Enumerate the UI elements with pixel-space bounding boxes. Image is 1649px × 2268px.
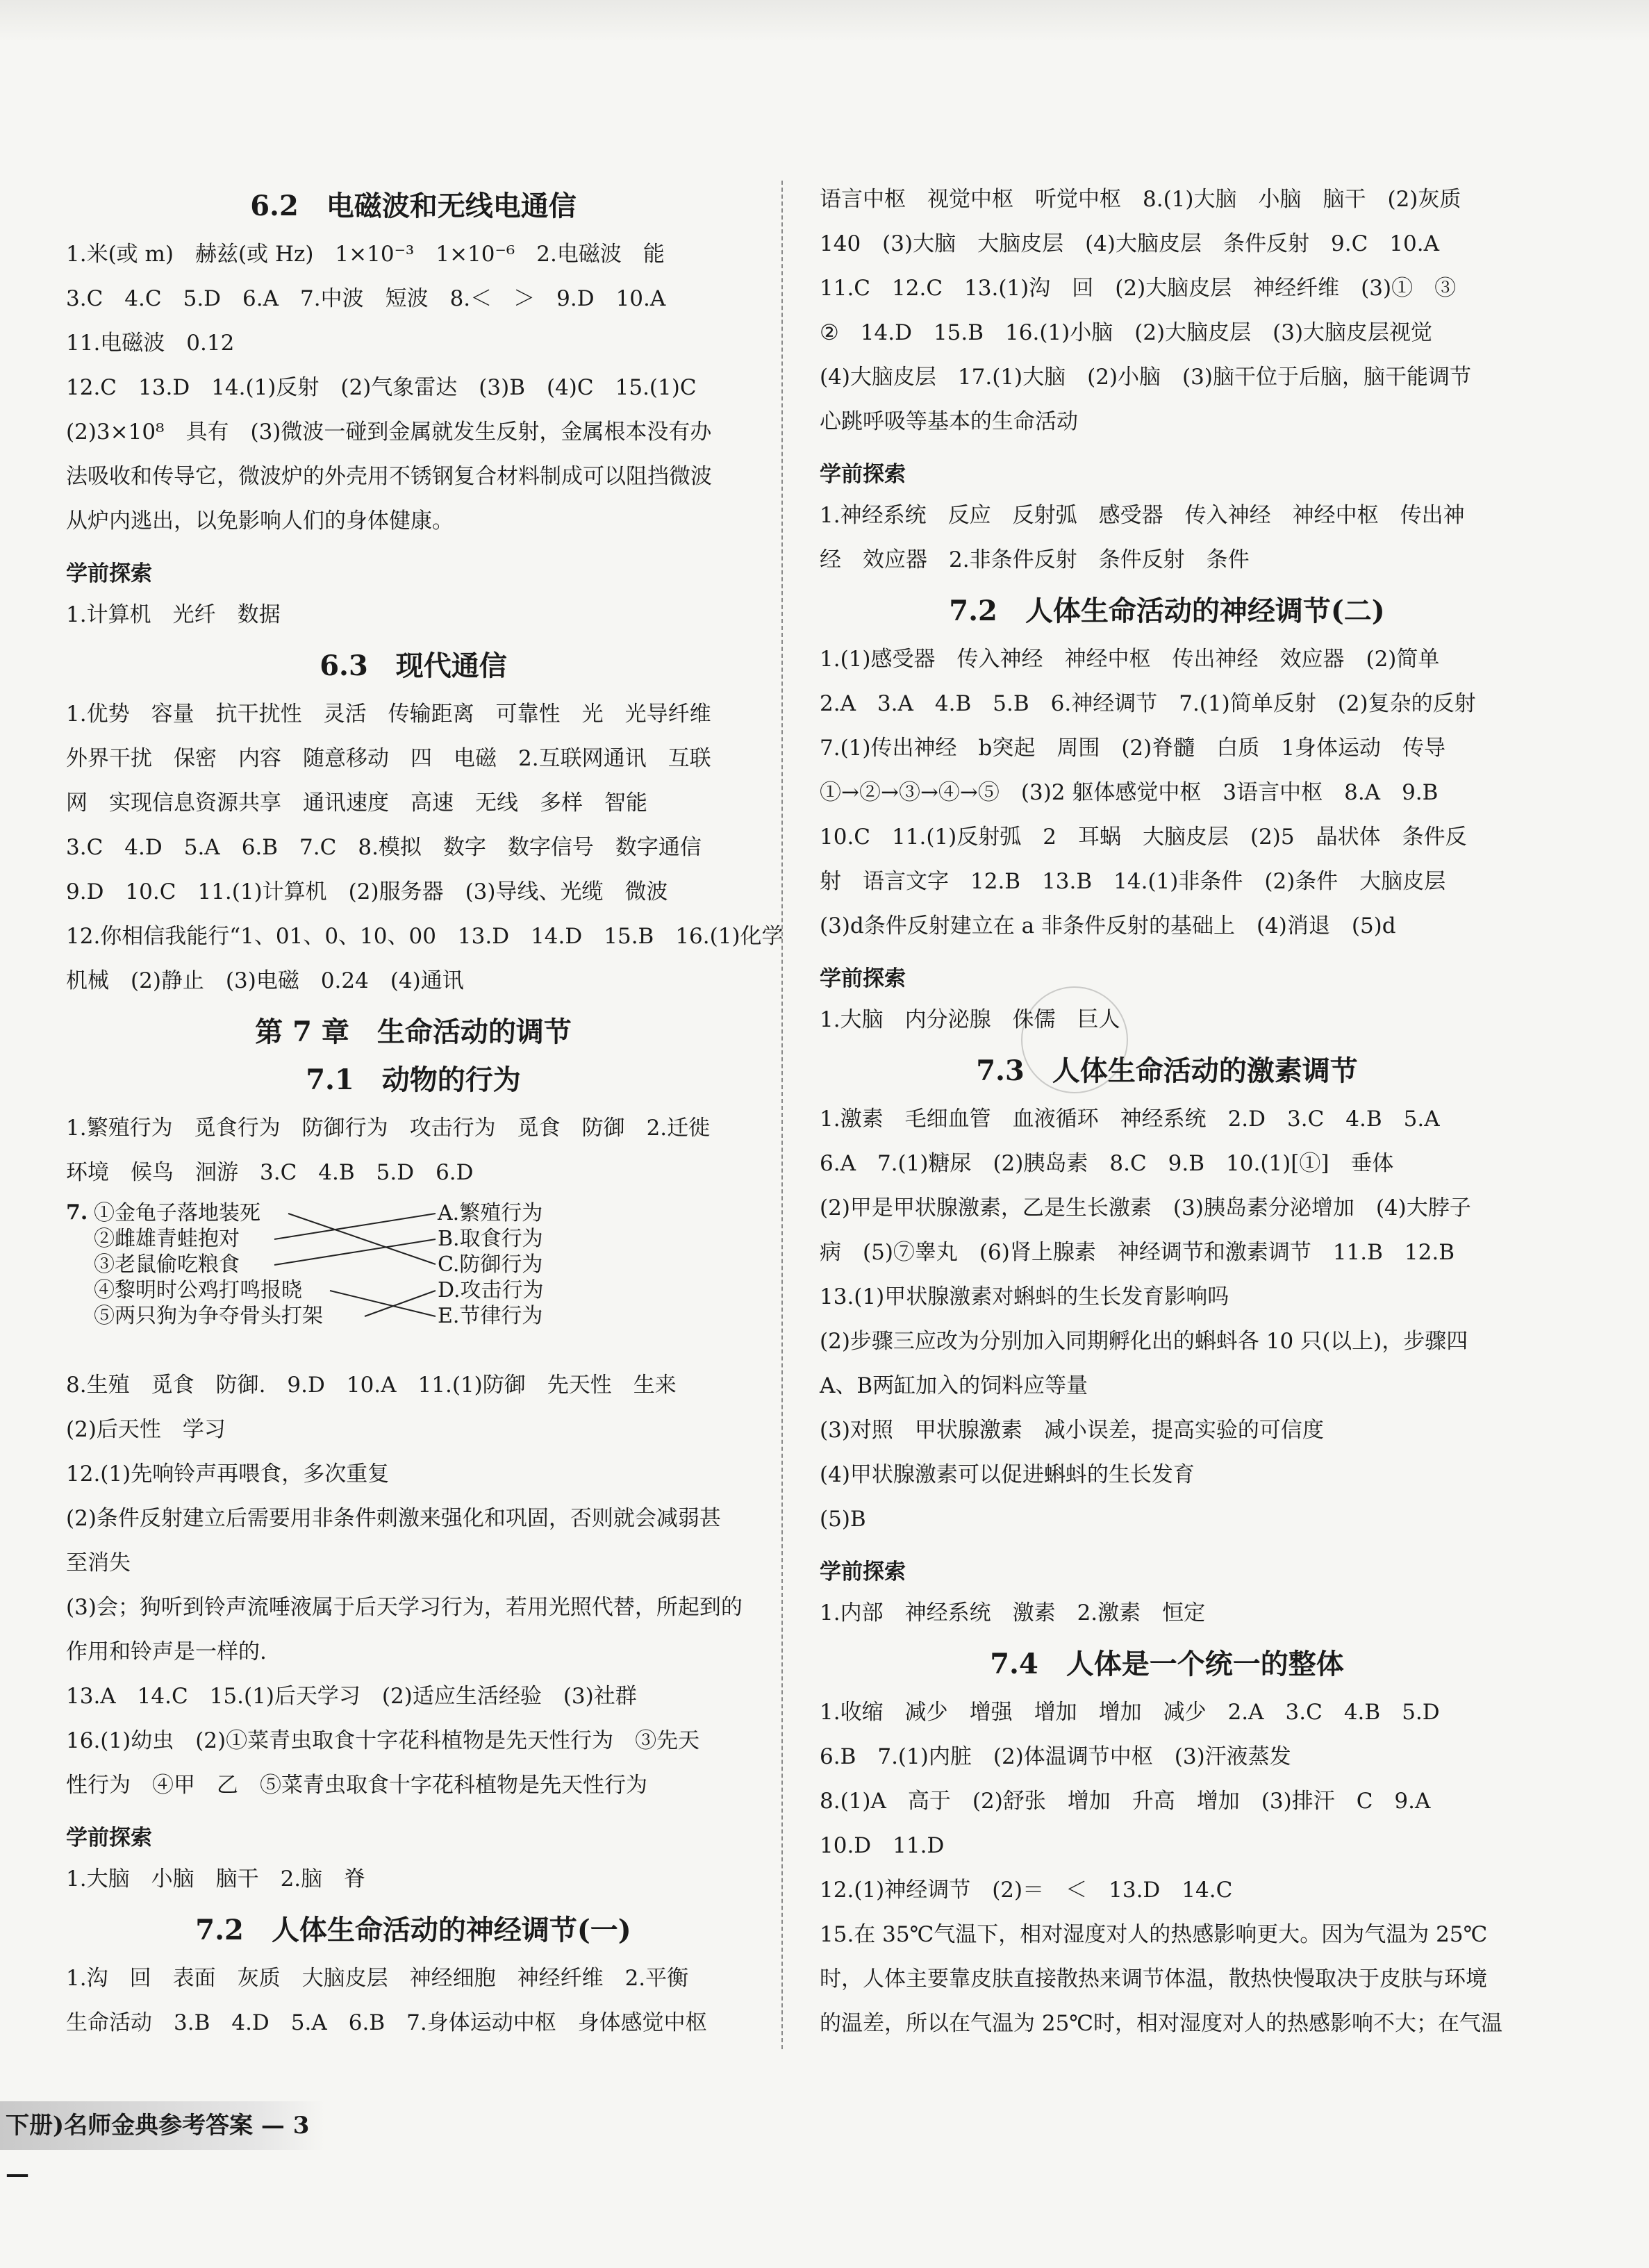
answer-line: 至消失 [66,1550,131,1575]
answer-line: 3.C 4.C 5.D 6.A 7.中波 短波 8.＜ ＞ 9.D 10.A [66,286,666,311]
match-right-item: A.繁殖行为 [438,1201,543,1225]
answer-line: 1.繁殖行为 觅食行为 防御行为 攻击行为 觅食 防御 2.迁徙 [66,1116,711,1141]
explore-line: 1.大脑 内分泌腺 侏儒 巨人 [820,1007,1120,1032]
answer-line: 的温差，所以在气温为 25℃时，相对湿度对人的热感影响不大；在气温 [820,2011,1502,2036]
section-title-7-2-b: 7.2 人体生命活动的神经调节(二) [949,595,1385,627]
answer-line: (2)后天性 学习 [66,1417,226,1442]
answer-line: 时，人体主要靠皮肤直接散热来调节体温，散热快慢取决于皮肤与环境 [820,1967,1487,1992]
answer-line: 1.(1)感受器 传入神经 神经中枢 传出神经 效应器 (2)简单 [820,647,1440,672]
matching-lines [66,1200,552,1339]
matching-number: 7. [66,1200,88,1225]
answer-line: 1.激素 毛细血管 血液循环 神经系统 2.D 3.C 4.B 5.A [820,1107,1440,1132]
section-title-7-3: 7.3 人体生命活动的激素调节 [976,1054,1358,1087]
explore-heading: 学前探索 [820,966,906,991]
match-line-5-D [365,1291,436,1316]
answer-line: 13.(1)甲状腺激素对蝌蚪的生长发育影响吗 [820,1284,1229,1309]
answer-line: 生命活动 3.B 4.D 5.A 6.B 7.身体运动中枢 身体感觉中枢 [66,2010,707,2035]
answer-line: ② 14.D 15.B 16.(1)小脑 (2)大脑皮层 (3)大脑皮层视觉 [820,320,1433,345]
answer-line: 9.D 10.C 11.(1)计算机 (2)服务器 (3)导线、光缆 微波 [66,879,668,904]
match-left-item: ②雌雄青蛙抱对 [94,1227,240,1251]
answer-line: 11.C 12.C 13.(1)沟 回 (2)大脑皮层 神经纤维 (3)① ③ [820,276,1457,301]
answer-line: (5)B [820,1507,866,1532]
answer-line: (2)3×10⁸ 具有 (3)微波一碰到金属就发生反射，金属根本没有办 [66,420,712,445]
right-column [820,177,1514,2046]
explore-heading: 学前探索 [66,561,152,586]
match-right-item: E.节律行为 [438,1304,543,1328]
matching-diagram [66,1200,761,1360]
match-right-item: D.攻击行为 [438,1278,544,1302]
match-line-3-B [274,1239,436,1265]
answer-line: 11.电磁波 0.12 [66,331,235,356]
answer-line: 病 (5)⑦睾丸 (6)肾上腺素 神经调节和激素调节 11.B 12.B [820,1240,1455,1265]
answer-line: 法吸收和传导它，微波炉的外壳用不锈钢复合材料制成可以阻挡微波 [66,464,712,489]
section-title-7-4: 7.4 人体是一个统一的整体 [990,1648,1344,1680]
answer-line: (3)d条件反射建立在 a 非条件反射的基础上 (4)消退 (5)d [820,913,1396,938]
match-left-item: ③老鼠偷吃粮食 [94,1252,240,1277]
match-right-item: B.取食行为 [438,1227,543,1251]
explore-line: 1.计算机 光纤 数据 [66,602,281,627]
page-top-shadow [0,0,1649,42]
answer-line: 心跳呼吸等基本的生命活动 [820,409,1078,434]
answer-line: 8.生殖 觅食 防御. 9.D 10.A 11.(1)防御 先天性 生来 [66,1373,677,1398]
explore-line: 经 效应器 2.非条件反射 条件反射 条件 [820,547,1250,572]
section-title-6-2: 6.2 电磁波和无线电通信 [250,190,577,222]
answer-line: ①→②→③→④→⑤ (3)2 躯体感觉中枢 3语言中枢 8.A 9.B [820,780,1439,805]
answer-line: 12.(1)先响铃声再喂食，多次重复 [66,1462,390,1487]
answer-line: 12.C 13.D 14.(1)反射 (2)气象雷达 (3)B (4)C 15.(1)C [66,375,697,400]
explore-heading: 学前探索 [820,462,906,487]
answer-line: 外界干扰 保密 内容 随意移动 四 电磁 2.互联网通讯 互联 [66,746,711,771]
match-right-item: C.防御行为 [438,1252,543,1277]
answer-line: (2)步骤三应改为分别加入同期孵化出的蝌蚪各 10 只(以上)，步骤四 [820,1329,1468,1354]
answer-line: 1.沟 回 表面 灰质 大脑皮层 神经细胞 神经纤维 2.平衡 [66,1966,689,1991]
match-left-item: ⑤两只狗为争夺骨头打架 [94,1304,323,1328]
answer-line: (3)对照 甲状腺激素 减小误差，提高实验的可信度 [820,1418,1324,1443]
match-left-item: ④黎明时公鸡打鸣报晓 [94,1278,302,1302]
answer-line: 10.C 11.(1)反射弧 2 耳蜗 大脑皮层 (2)5 晶状体 条件反 [820,825,1467,850]
answer-line: 6.B 7.(1)内脏 (2)体温调节中枢 (3)汗液蒸发 [820,1744,1291,1769]
explore-heading: 学前探索 [820,1559,906,1584]
answer-line: 13.A 14.C 15.(1)后天学习 (2)适应生活经验 (3)社群 [66,1684,637,1709]
answer-line: 6.A 7.(1)糖尿 (2)胰岛素 8.C 9.B 10.(1)[①] 垂体 [820,1151,1394,1176]
answer-line: 16.(1)幼虫 (2)①菜青虫取食十字花科植物是先天性行为 ③先天 [66,1728,700,1753]
answer-line: 1.收缩 减少 增强 增加 增加 减少 2.A 3.C 4.B 5.D [820,1700,1440,1725]
explore-line: 1.大脑 小脑 脑干 2.脑 脊 [66,1866,366,1892]
answer-line: A、B两缸加入的饲料应等量 [820,1373,1088,1398]
answer-line: (2)甲是甲状腺激素，乙是生长激素 (3)胰岛素分泌增加 (4)大脖子 [820,1195,1471,1220]
page-footer: 下册)名师金典参考答案 — 3 — [0,2101,325,2150]
answers-6-2 [66,232,761,543]
left-column [66,177,784,2045]
answer-line: 7.(1)传出神经 b突起 周围 (2)脊髓 白质 1身体运动 传导 [820,736,1445,761]
answer-line: 12.你相信我能行“1、01、0、10、00 13.D 14.D 15.B 16.(1)化学 [66,924,784,949]
answer-line: (3)会；狗听到铃声流唾液属于后天学习行为，若用光照代替，所起到的 [66,1595,743,1620]
answer-line: 网 实现信息资源共享 通讯速度 高速 无线 多样 智能 [66,791,647,816]
answer-line: 环境 候鸟 洄游 3.C 4.B 5.D 6.D [66,1160,474,1185]
answer-line: (4)大脑皮层 17.(1)大脑 (2)小脑 (3)脑干位于后脑，脑干能调节 [820,365,1471,390]
answer-line: 10.D 11.D [820,1833,945,1858]
column-divider [781,181,783,2049]
match-left-item: ①金龟子落地装死 [94,1201,260,1225]
answer-line: 作用和铃声是一样的. [66,1639,267,1664]
explore-line: 1.神经系统 反应 反射弧 感受器 传入神经 神经中枢 传出神 [820,503,1465,528]
answer-line: 140 (3)大脑 大脑皮层 (4)大脑皮层 条件反射 9.C 10.A [820,231,1439,256]
section-title-6-3: 6.3 现代通信 [320,649,507,682]
answer-line: 语言中枢 视觉中枢 听觉中枢 8.(1)大脑 小脑 脑干 (2)灰质 [820,187,1461,212]
answer-line: 性行为 ④甲 乙 ⑤菜青虫取食十字花科植物是先天性行为 [66,1773,647,1798]
answer-line: 射 语言文字 12.B 13.B 14.(1)非条件 (2)条件 大脑皮层 [820,869,1446,894]
answer-line: 2.A 3.A 4.B 5.B 6.神经调节 7.(1)简单反射 (2)复杂的反射 [820,691,1476,716]
explore-line: 1.内部 神经系统 激素 2.激素 恒定 [820,1600,1206,1625]
match-line-4-E [330,1291,436,1316]
explore-heading: 学前探索 [66,1826,152,1851]
section-title-7-1: 7.1 动物的行为 [306,1063,521,1096]
answer-line: 3.C 4.D 5.A 6.B 7.C 8.模拟 数字 数字信号 数字通信 [66,835,702,860]
answer-line: 12.(1)神经调节 (2)＝ ＜ 13.D 14.C [820,1878,1233,1903]
answer-line: 1.优势 容量 抗干扰性 灵活 传输距离 可靠性 光 光导纤维 [66,702,711,727]
answer-line: 机械 (2)静止 (3)电磁 0.24 (4)通讯 [66,968,464,993]
answer-line: (2)条件反射建立后需要用非条件刺激来强化和巩固，否则就会减弱甚 [66,1506,721,1531]
section-title-7-2-a: 7.2 人体生命活动的神经调节(一) [195,1914,631,1946]
answer-line: (4)甲状腺激素可以促进蝌蚪的生长发育 [820,1462,1195,1487]
answer-line: 15.在 35℃气温下，相对湿度对人的热感影响更大。因为气温为 25℃ [820,1922,1488,1947]
answer-line: 8.(1)A 高于 (2)舒张 增加 升高 增加 (3)排汗 C 9.A [820,1789,1431,1814]
match-line-1-C [288,1214,436,1264]
answer-line: 从炉内逃出，以免影响人们的身体健康。 [66,508,454,533]
answer-line: 1.米(或 m) 赫兹(或 Hz) 1×10⁻³ 1×10⁻⁶ 2.电磁波 能 [66,242,665,267]
chapter-title: 第 7 章 生命活动的调节 [255,1016,572,1048]
answers-6-3 [66,692,784,1003]
